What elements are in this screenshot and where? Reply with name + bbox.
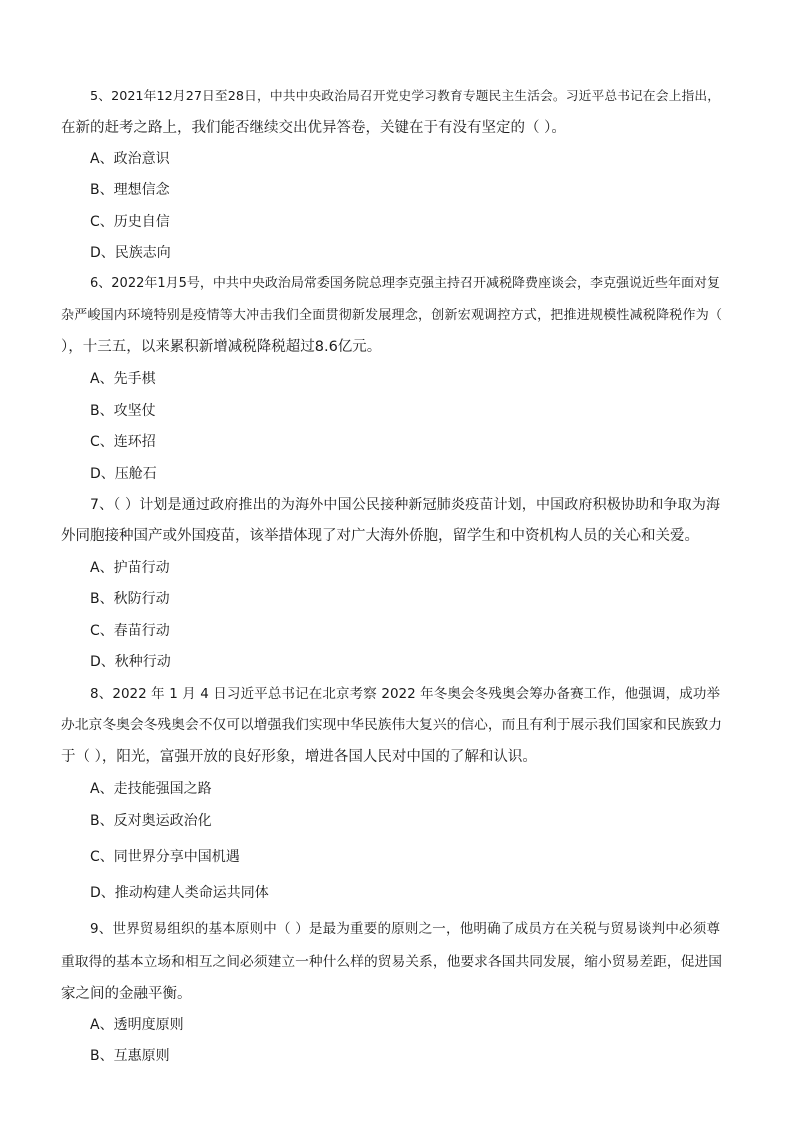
question-6-line-1: 6、2022年1月5号，中共中央政治局常委国务院总理李克强主持召开减税降费座谈会，李克强说近些年面对复 [90, 276, 720, 291]
question-8-line-3: 于（ ），阳光，富强开放的良好形象，增进各国人民对中国的了解和认识。 [61, 749, 537, 765]
question-9-line-1: 9、世界贸易组织的基本原则中（ ）是最为重要的原则之一，他明确了成员方在关税与贸易谈判中必须尊 [90, 921, 720, 937]
question-9-line-2: 重取得的基本立场和相互之间必须建立一种什么样的贸易关系，他要求各国共同发展，缩小贸易差距，促进国 [61, 954, 722, 970]
question-9-line-3: 家之间的金融平衡。 [61, 986, 192, 1002]
question-8-option-a: A、走技能强国之路 [90, 781, 212, 797]
question-8-option-c: C、同世界分享中国机遇 [90, 849, 240, 865]
question-5-option-c: C、历史自信 [90, 214, 170, 230]
question-6-line-2: 杂严峻国内环境特别是疫情等大冲击我们全面贯彻新发展理念，创新宏观调控方式，把推进规模性减税降税作为（ [61, 308, 722, 323]
question-5-option-b: B、理想信念 [90, 182, 170, 198]
question-7-option-c: C、春苗行动 [90, 623, 170, 639]
question-7-line-2: 外同胞接种国产或外国疫苗，该举措体现了对广大海外侨胞，留学生和中资机构人员的关心和关爱。 [61, 528, 699, 544]
question-8-line-1: 8、2022 年 1 月 4 日习近平总书记在北京考察 2022 年冬奥会冬残奥会筹办备赛工作，他强调，成功举 [90, 686, 720, 702]
question-5-line-2: 在新的赶考之路上，我们能否继续交出优异答卷，关键在于有没有坚定的（ ）。 [61, 120, 566, 136]
question-8-option-d: D、推动构建人类命运共同体 [90, 885, 269, 901]
question-7-option-a: A、护苗行动 [90, 560, 170, 576]
question-6-line-3: ），十三五，以来累积新增减税降税超过8.6亿元。 [61, 339, 382, 355]
question-6-option-d: D、压舱石 [90, 466, 157, 482]
question-6-option-a: A、先手棋 [90, 371, 156, 387]
question-9-option-b: B、互惠原则 [90, 1048, 170, 1064]
question-6-option-c: C、连环招 [90, 434, 156, 450]
question-7-line-1: 7、（ ）计划是通过政府推出的为海外中国公民接种新冠肺炎疫苗计划，中国政府积极协助和争取为海 [90, 497, 720, 513]
question-7-option-d: D、秋种行动 [90, 654, 171, 670]
question-9-option-a: A、透明度原则 [90, 1017, 184, 1033]
question-5-line-1: 5、2021年12月27日至28日，中共中央政治局召开党史学习教育专题民主生活会。习近平总书记在会上指出， [90, 89, 720, 104]
question-6-option-b: B、攻坚仗 [90, 403, 156, 419]
question-7-option-b: B、秋防行动 [90, 591, 170, 607]
question-8-line-2: 办北京冬奥会冬残奥会不仅可以增强我们实现中华民族伟大复兴的信心，而且有利于展示我们国家和民族致力 [61, 717, 722, 733]
question-5-option-d: D、民族志向 [90, 245, 171, 261]
question-8-option-b: B、反对奥运政治化 [90, 813, 212, 829]
question-5-option-a: A、政治意识 [90, 151, 170, 167]
